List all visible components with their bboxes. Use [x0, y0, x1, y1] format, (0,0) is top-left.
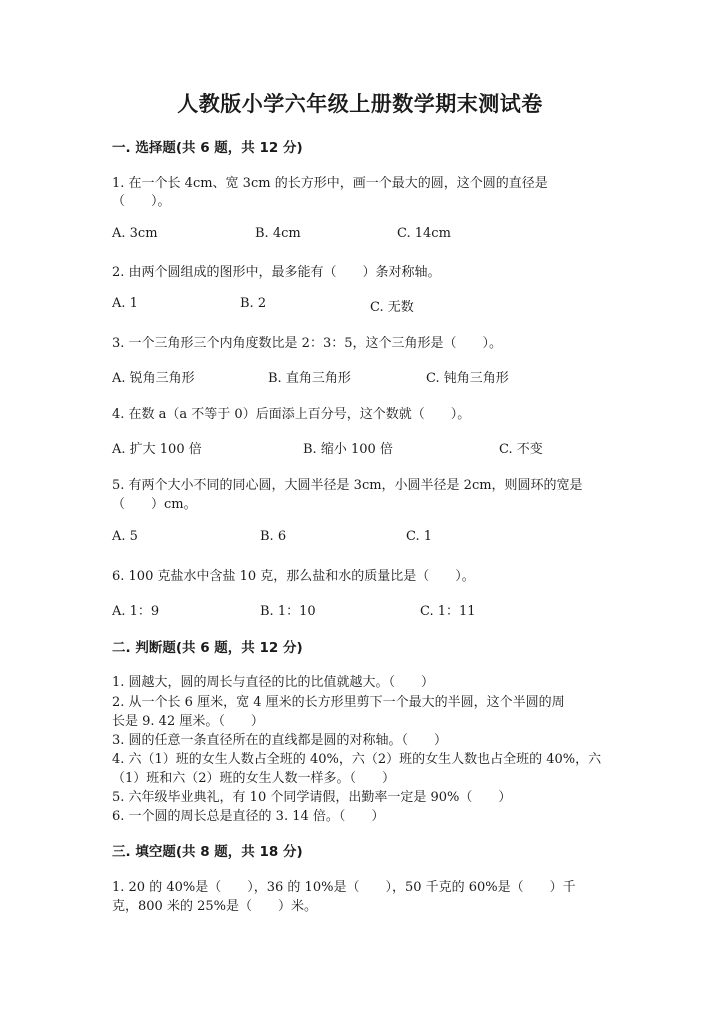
fill-line: 克，800 米的 25%是（ ）米。 — [112, 899, 317, 914]
question-text: 4. 在数 a（a 不等于 0）后面添上百分号，这个数就（ ）。 — [112, 407, 471, 422]
option-a: A. 3cm — [112, 226, 158, 241]
option-b: B. 4cm — [255, 226, 301, 241]
question-text: （ ）。 — [112, 194, 171, 209]
judge-line: （1）班和六（2）班的女生人数一样多。（ ） — [112, 771, 396, 786]
judge-line: 长是 9. 42 厘米。（ ） — [112, 714, 264, 729]
option-a: A. 扩大 100 倍 — [112, 442, 202, 457]
judge-line: 5. 六年级毕业典礼，有 10 个同学请假，出勤率一定是 90%（ ） — [112, 790, 512, 805]
section-heading-judge: 二. 判断题(共 6 题，共 12 分) — [112, 640, 303, 656]
option-b: B. 2 — [240, 296, 267, 311]
judge-line: 4. 六（1）班的女生人数占全班的 40%，六（2）班的女生人数也占全班的 40%，六 — [112, 752, 602, 767]
option-c: C. 14cm — [397, 226, 451, 241]
option-c: C. 1：11 — [420, 604, 476, 619]
option-b: B. 缩小 100 倍 — [303, 442, 393, 457]
judge-line: 3. 圆的任意一条直径所在的直线都是圆的对称轴。（ ） — [112, 733, 448, 748]
option-b: B. 6 — [260, 529, 287, 544]
section-heading-choice: 一. 选择题(共 6 题，共 12 分) — [112, 140, 303, 156]
question-text: （ ）cm。 — [112, 497, 197, 512]
option-b: B. 直角三角形 — [268, 371, 351, 386]
page-title: 人教版小学六年级上册数学期末测试卷 — [177, 91, 543, 116]
question-text: 3. 一个三角形三个内角度数比是 2：3：5，这个三角形是（ ）。 — [112, 336, 502, 351]
option-c: C. 无数 — [370, 300, 414, 315]
judge-line: 1. 圆越大，圆的周长与直径的比的比值就越大。（ ） — [112, 675, 435, 690]
option-c: C. 不变 — [499, 442, 543, 457]
question-text: 2. 由两个圆组成的图形中，最多能有（ ）条对称轴。 — [112, 265, 441, 280]
option-a: A. 1 — [112, 296, 138, 311]
question-text: 1. 在一个长 4cm、宽 3cm 的长方形中，画一个最大的圆，这个圆的直径是 — [112, 176, 548, 191]
option-c: C. 钝角三角形 — [426, 371, 509, 386]
section-heading-fill: 三. 填空题(共 8 题，共 18 分) — [112, 844, 303, 860]
option-b: B. 1：10 — [260, 604, 316, 619]
judge-line: 6. 一个圆的周长总是直径的 3. 14 倍。（ ） — [112, 809, 385, 824]
question-text: 5. 有两个大小不同的同心圆，大圆半径是 3cm，小圆半径是 2cm，则圆环的宽是 — [112, 478, 583, 493]
option-a: A. 1：9 — [112, 604, 160, 619]
option-a: A. 5 — [112, 529, 138, 544]
option-a: A. 锐角三角形 — [112, 371, 195, 386]
option-c: C. 1 — [406, 529, 433, 544]
judge-line: 2. 从一个长 6 厘米，宽 4 厘米的长方形里剪下一个最大的半圆，这个半圆的周 — [112, 695, 565, 710]
question-text: 6. 100 克盐水中含盐 10 克，那么盐和水的质量比是（ ）。 — [112, 569, 475, 584]
fill-line: 1. 20 的 40%是（ ），36 的 10%是（ ），50 千克的 60%是（ ）千 — [112, 880, 576, 895]
